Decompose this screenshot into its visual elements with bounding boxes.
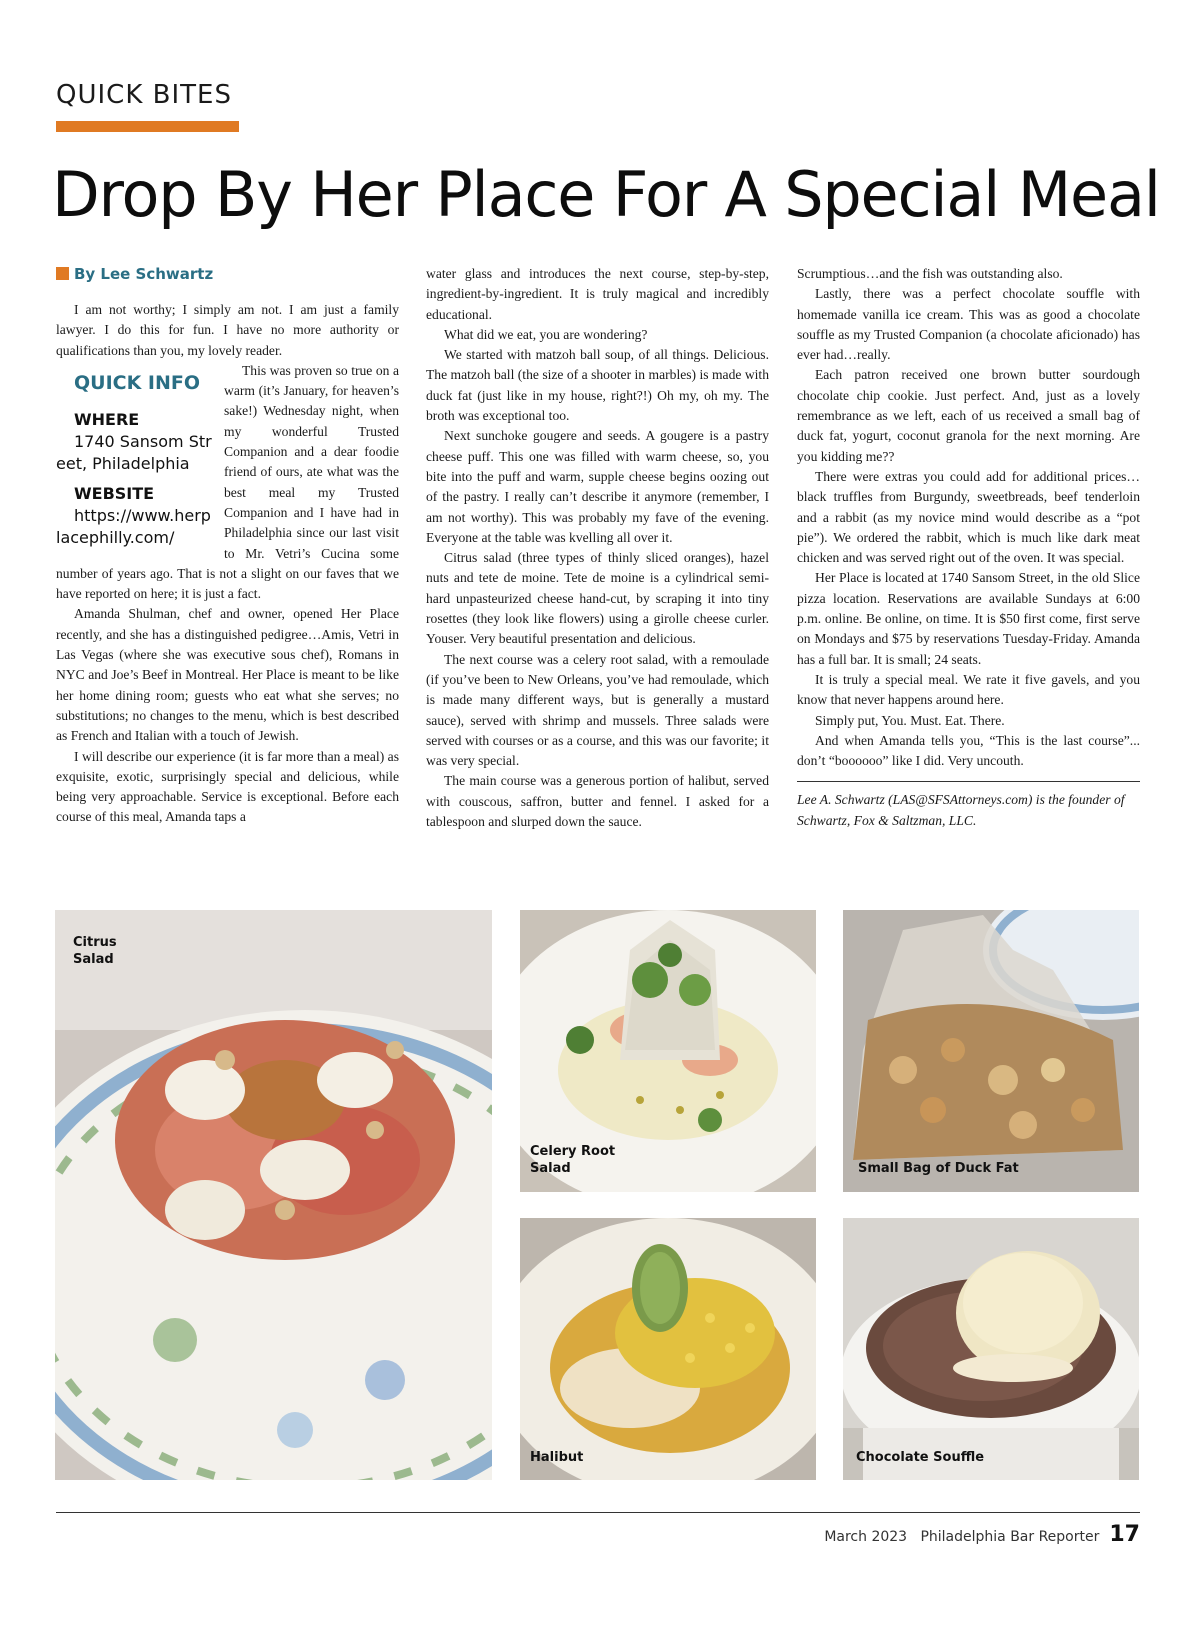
paragraph: Citrus salad (three types of thinly sliced oranges), hazel nuts and tete de moine. Tete de moine is a cylindrical semi-hard unpasteurized cheese hand-cut, by scraping it into tiny rosettes (they look like flowers) using a girolle cheese curler. Youser. Very beautiful presentation and delicious. <box>426 550 769 647</box>
footer-publication: Philadelphia Bar Reporter <box>920 1529 1100 1545</box>
chocolate-souffle-caption: Chocolate Souffle <box>856 1450 985 1465</box>
paragraph: Amanda Shulman, chef and owner, opened Her Place recently, and she has a distinguished pedigree…Amis, Vetri in Las Vegas (where she was executive sous chef), Romans in NYC and Joe’s Beef in Montreal. Her Place is meant to be like her home dining room; guests who eat what she serves; no substitutions; no changes to the menu, which is best described as French and Italian with a touch of Jewish. <box>56 606 399 744</box>
byline-square-icon <box>56 267 69 280</box>
where-label: WHERE <box>74 409 140 429</box>
citrus-salad-photo <box>55 910 492 1480</box>
paragraph: I will describe our experience (it is far more than a meal) as exquisite, exotic, surprisingly special and delicious, while being very approachable. Service is exceptional. Before each course of this meal, Amanda taps a <box>56 748 399 825</box>
website-link[interactable]: https://www.herplacephilly.com/ <box>56 505 211 547</box>
article-column-2 <box>426 264 769 832</box>
byline <box>56 264 399 284</box>
paragraph: The next course was a celery root salad, with a remoulade (if you’ve been to New Orleans, you’ve had remoulade, which is made many different ways, but is generally a mustard sauce), served with shrimp and mussels. Three salads were served with courses or as a course, and this was our favorite; it was very special. <box>426 651 769 769</box>
headline: Drop By Her Place For A Special Meal <box>52 158 1160 231</box>
paragraph: Simply put, You. Must. Eat. There. <box>815 712 1005 728</box>
quick-info-heading: QUICK INFO <box>74 371 201 394</box>
paragraph <box>56 361 399 605</box>
paragraph: We started with matzoh ball soup, of all things. Delicious. The matzoh ball (the size of a shooter in marbles) is made with duck fat (just like in my house, right?!) Oh my, oh my. The broth was exceptional too. <box>426 347 769 424</box>
paragraph: Scrumptious…and the fish was outstanding also. <box>797 266 1063 281</box>
halibut-photo <box>520 1218 816 1480</box>
paragraph: I am not worthy; I simply am not. I am just a family lawyer. I do this for fun. I have no more authority or qualifications than you, my lovely reader. <box>56 302 399 358</box>
byline-text: By Lee Schwartz <box>74 265 214 283</box>
article-column-3 <box>797 264 1140 831</box>
section-label: QUICK BITES <box>56 80 232 110</box>
page-footer <box>824 1522 1140 1547</box>
halibut-caption: Halibut <box>530 1450 584 1465</box>
paragraph: water glass and introduces the next course, step-by-step, ingredient-by-ingredient. It is truly magical and incredibly educational. <box>426 266 769 322</box>
paragraph: Each patron received one brown butter sourdough chocolate chip cookie. Just perfect. And, just as a lovely remembrance as we left, each of us received a small bag of duck fat, yogurt, coconut granola for the next morning. Are you kidding me?? <box>797 367 1140 464</box>
paragraph: The main course was a generous portion of halibut, served with couscous, saffron, butter and fennel. I asked for a tablespoon and slurped down the sauce. <box>426 773 769 830</box>
paragraph: Next sunchoke gougere and seeds. A gougere is a pastry cheese puff. This one was filled with warm cheese, so, you bite into the puff and warm, supple cheese begins oozing out of the pastry. I really can’t describe it anymore (remember, I am not worthy). This was probably my fave of the evening. Everyone at the table was kvelling all over it. <box>426 428 769 545</box>
author-credit: Lee A. Schwartz (LAS@SFSAttorneys.com) is the founder of Schwartz, Fox & Saltzman, LLC. <box>797 792 1125 828</box>
paragraph: What did we eat, you are wondering? <box>444 326 648 342</box>
credit-divider <box>797 781 1140 782</box>
paragraph-text: This was proven so true on a warm (it’s January, for heaven’s sake!) Wednesday night, when my wonderful Trusted Companion and a dear foodie friend of ours, ate what was the best meal my Trusted Companion and I have had in Philadelphia since our last visit to Mr. Vetri’s Cucina some number of years ago. That is not a slight on our faves that we have reported on here; it is just a fact. <box>56 362 399 602</box>
paragraph: And when Amanda tells you, “This is the last course”... don’t “boooooo” like I did. Very uncouth. <box>797 732 1140 769</box>
chocolate-souffle-photo <box>843 1218 1139 1480</box>
paragraph: There were extras you could add for additional prices…black truffles from Burgundy, sweetbreads, beef tenderloin and a rabbit (as my novice mind would describe as a “pot pie”). We ordered the rabbit, which is much like dark meat chicken and was served right out of the oven. It was special. <box>797 468 1140 566</box>
where-value: 1740 Sansom Street, Philadelphia <box>56 431 212 473</box>
page-number: 17 <box>1109 1522 1140 1547</box>
paragraph: Her Place is located at 1740 Sansom Street, in the old Slice pizza location. Reservations are available Sundays at 6:00 p.m. online. Be online, on time. It is $50 first come, first serve on Mondays and $75 by reservations Tuesday-Friday. Amanda has a full bar. It is small; 24 seats. <box>797 570 1140 667</box>
footer-rule <box>56 1512 1140 1513</box>
duck-fat-bag-caption: Small Bag of Duck Fat <box>858 1161 1019 1176</box>
duck-fat-bag-photo <box>843 910 1139 1192</box>
section-accent-rule <box>56 121 239 132</box>
paragraph: It is truly a special meal. We rate it five gavels, and you know that never happens around here. <box>797 671 1140 708</box>
citrus-salad-caption: Citrus Salad <box>73 935 117 967</box>
website-label: WEBSITE <box>74 483 155 503</box>
celery-root-salad-caption: Celery Root Salad <box>530 1144 616 1176</box>
paragraph: Lastly, there was a perfect chocolate souffle with homemade vanilla ice cream. This was as good a chocolate souffle as my Trusted Companion (a chocolate aficionado) has ever had…really. <box>797 286 1140 363</box>
quick-info-box <box>56 365 214 557</box>
article-column-1 <box>56 264 399 828</box>
footer-issue: March 2023 <box>824 1529 908 1545</box>
